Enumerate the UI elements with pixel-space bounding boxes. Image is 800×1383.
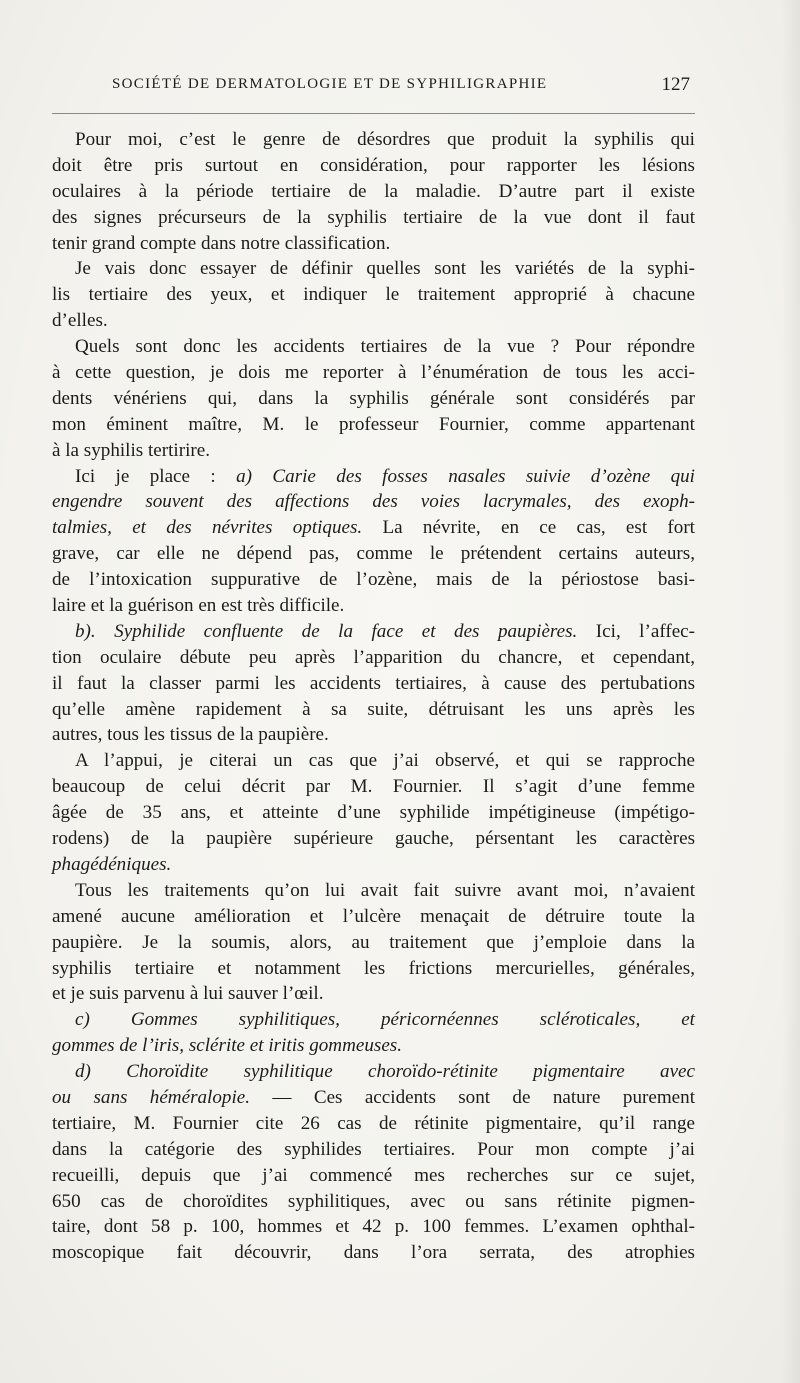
text-run: Quels sont donc les accidents tertiaires de la vue ? Pour répondre: [75, 336, 695, 358]
text-run: autres, tous les tissus de la paupière.: [52, 724, 329, 746]
text-line: [52, 981, 695, 1007]
text-line: [52, 748, 695, 774]
text-line: [52, 1137, 695, 1163]
text-line: [52, 904, 695, 930]
text-run: d’elles.: [52, 310, 108, 332]
text-run: il faut la classer parmi les accidents tertiaires, à cause des pertubations: [52, 672, 695, 694]
text-line: [52, 231, 695, 257]
text-line: [52, 464, 695, 490]
italic-run: b). Syphilide confluente de la face et des paupières.: [75, 620, 578, 642]
text-run: Ici, l’affec-: [577, 620, 696, 642]
text-line: [52, 1007, 695, 1033]
text-run: Pour moi, c’est le genre de désordres que produit la syphilis qui: [75, 129, 695, 150]
text-line: [52, 1111, 695, 1137]
text-run: dents vénériens qui, dans la syphilis générale sont considérés par: [52, 387, 695, 409]
text-line: [52, 412, 695, 438]
text-run: — Ces accidents sont de nature purement: [250, 1086, 695, 1108]
text-run: tion oculaire débute peu après l’apparition du chancre, et cependant,: [52, 646, 695, 668]
italic-run: gommes de l’iris, sclérite et iritis gommeuses.: [52, 1035, 403, 1057]
text-line: [52, 956, 695, 982]
italic-run: a) Carie des fosses nasales suivie d’ozène qui: [236, 465, 695, 487]
text-line: [52, 930, 695, 956]
text-run: tenir grand compte dans notre classification.: [52, 232, 391, 254]
italic-run: engendre souvent des affections des voies lacrymales, des exoph-: [52, 491, 695, 513]
text-run: recueilli, depuis que j’ai commencé mes recherches sur ce sujet,: [52, 1164, 695, 1186]
italic-run: talmies, et des névrites optiques.: [52, 517, 363, 539]
page-edge-shadow: [782, 0, 800, 1383]
text-line: [52, 541, 695, 567]
text-run: oculaires à la période tertiaire de la maladie. D’autre part il existe: [52, 180, 695, 202]
text-line: [52, 256, 695, 282]
text-line: [52, 697, 695, 723]
text-line: [52, 619, 695, 645]
text-line: [52, 671, 695, 697]
text-line: [52, 774, 695, 800]
text-run: syphilis tertiaire et notamment les frictions mercurielles, générales,: [52, 957, 695, 979]
text-line: [52, 800, 695, 826]
text-run: Ici je place :: [75, 465, 237, 487]
text-run: de l’intoxication suppurative de l’ozène, mais de la périostose basi-: [52, 569, 695, 591]
text-run: taire, dont 58 p. 100, hommes et 42 p. 100 femmes. L’examen ophthal-: [52, 1216, 695, 1238]
italic-run: d) Choroïdite syphilitique choroïdo-rétinite pigmentaire avec: [75, 1061, 695, 1083]
text-line: [52, 1214, 695, 1240]
text-line: [52, 308, 695, 334]
text-line: [52, 360, 695, 386]
italic-run: phagédéniques.: [52, 853, 172, 875]
text-line: [52, 386, 695, 412]
text-run: dans la catégorie des syphilides tertiaires. Pour mon compte j’ai: [52, 1138, 695, 1160]
text-run: tertiaire, M. Fournier cite 26 cas de rétinite pigmentaire, qu’il range: [52, 1112, 695, 1134]
header-title: SOCIÉTÉ DE DERMATOLOGIE ET DE SYPHILIGRAPHIE: [112, 76, 548, 92]
text-run: lis tertiaire des yeux, et indiquer le traitement approprié à chacune: [52, 284, 695, 306]
text-line: [52, 826, 695, 852]
text-run: mon éminent maître, M. le professeur Fournier, comme appartenant: [52, 413, 695, 435]
text-line: [52, 1163, 695, 1189]
text-run: qu’elle amène rapidement à sa suite, détruisant les uns après les: [52, 698, 695, 720]
text-run: amené aucune amélioration et l’ulcère menaçait de détruire toute la: [52, 905, 695, 927]
text-line: [52, 567, 695, 593]
text-line: [52, 489, 695, 515]
text-run: et je suis parvenu à lui sauver l’œil.: [52, 983, 324, 1005]
text-run: Tous les traitements qu’on lui avait fait suivre avant moi, n’avaient: [75, 879, 695, 901]
text-run: moscopique fait découvrir, dans l’ora serrata, des atrophies: [52, 1242, 695, 1264]
text-run: rodens) de la paupière supérieure gauche, pérsentant les caractères: [52, 828, 695, 850]
text-run: laire et la guérison en est très difficile.: [52, 595, 345, 617]
text-line: [52, 852, 695, 878]
running-header: [62, 76, 690, 100]
text-run: 650 cas de choroïdites syphilitiques, avec ou sans rétinite pigmen-: [52, 1190, 695, 1212]
text-run: paupière. Je la soumis, alors, au traitement que j’emploie dans la: [52, 931, 695, 953]
text-line: [52, 593, 695, 619]
text-run: La névrite, en ce cas, est fort: [362, 517, 695, 539]
text-run: beaucoup de celui décrit par M. Fournier. Il s’agit d’une femme: [52, 776, 695, 798]
text-run: grave, car elle ne dépend pas, comme le prétendent certains auteurs,: [52, 543, 695, 565]
text-line: [52, 878, 695, 904]
body-text: [52, 127, 695, 1266]
text-line: [52, 153, 695, 179]
text-run: A l’appui, je citerai un cas que j’ai observé, et qui se rapproche: [75, 750, 695, 772]
italic-run: ou sans héméralopie.: [52, 1086, 250, 1108]
text-line: [52, 515, 695, 541]
text-run: des signes précurseurs de la syphilis tertiaire de la vue dont il faut: [52, 206, 695, 228]
text-line: [52, 1059, 695, 1085]
text-run: à la syphilis tertirire.: [52, 439, 211, 461]
text-line: [52, 127, 695, 153]
text-line: [52, 1085, 695, 1111]
text-line: [52, 1189, 695, 1215]
text-line: [52, 645, 695, 671]
page-number: 127: [661, 74, 690, 95]
text-line: [52, 334, 695, 360]
text-line: [52, 438, 695, 464]
text-line: [52, 722, 695, 748]
italic-run: c) Gommes syphilitiques, péricornéennes scléroticales, et: [75, 1009, 695, 1031]
text-line: [52, 1240, 695, 1266]
text-run: doit être pris surtout en considération, pour rapporter les lésions: [52, 154, 695, 176]
text-line: [52, 1033, 695, 1059]
text-line: [52, 282, 695, 308]
text-line: [52, 179, 695, 205]
text-run: à cette question, je dois me reporter à l’énumération de tous les acci-: [52, 362, 695, 384]
text-run: âgée de 35 ans, et atteinte d’une syphilide impétigineuse (impétigo-: [52, 802, 695, 824]
header-rule: [52, 113, 695, 114]
text-line: [52, 205, 695, 231]
text-run: Je vais donc essayer de définir quelles sont les variétés de la syphi-: [75, 258, 695, 280]
